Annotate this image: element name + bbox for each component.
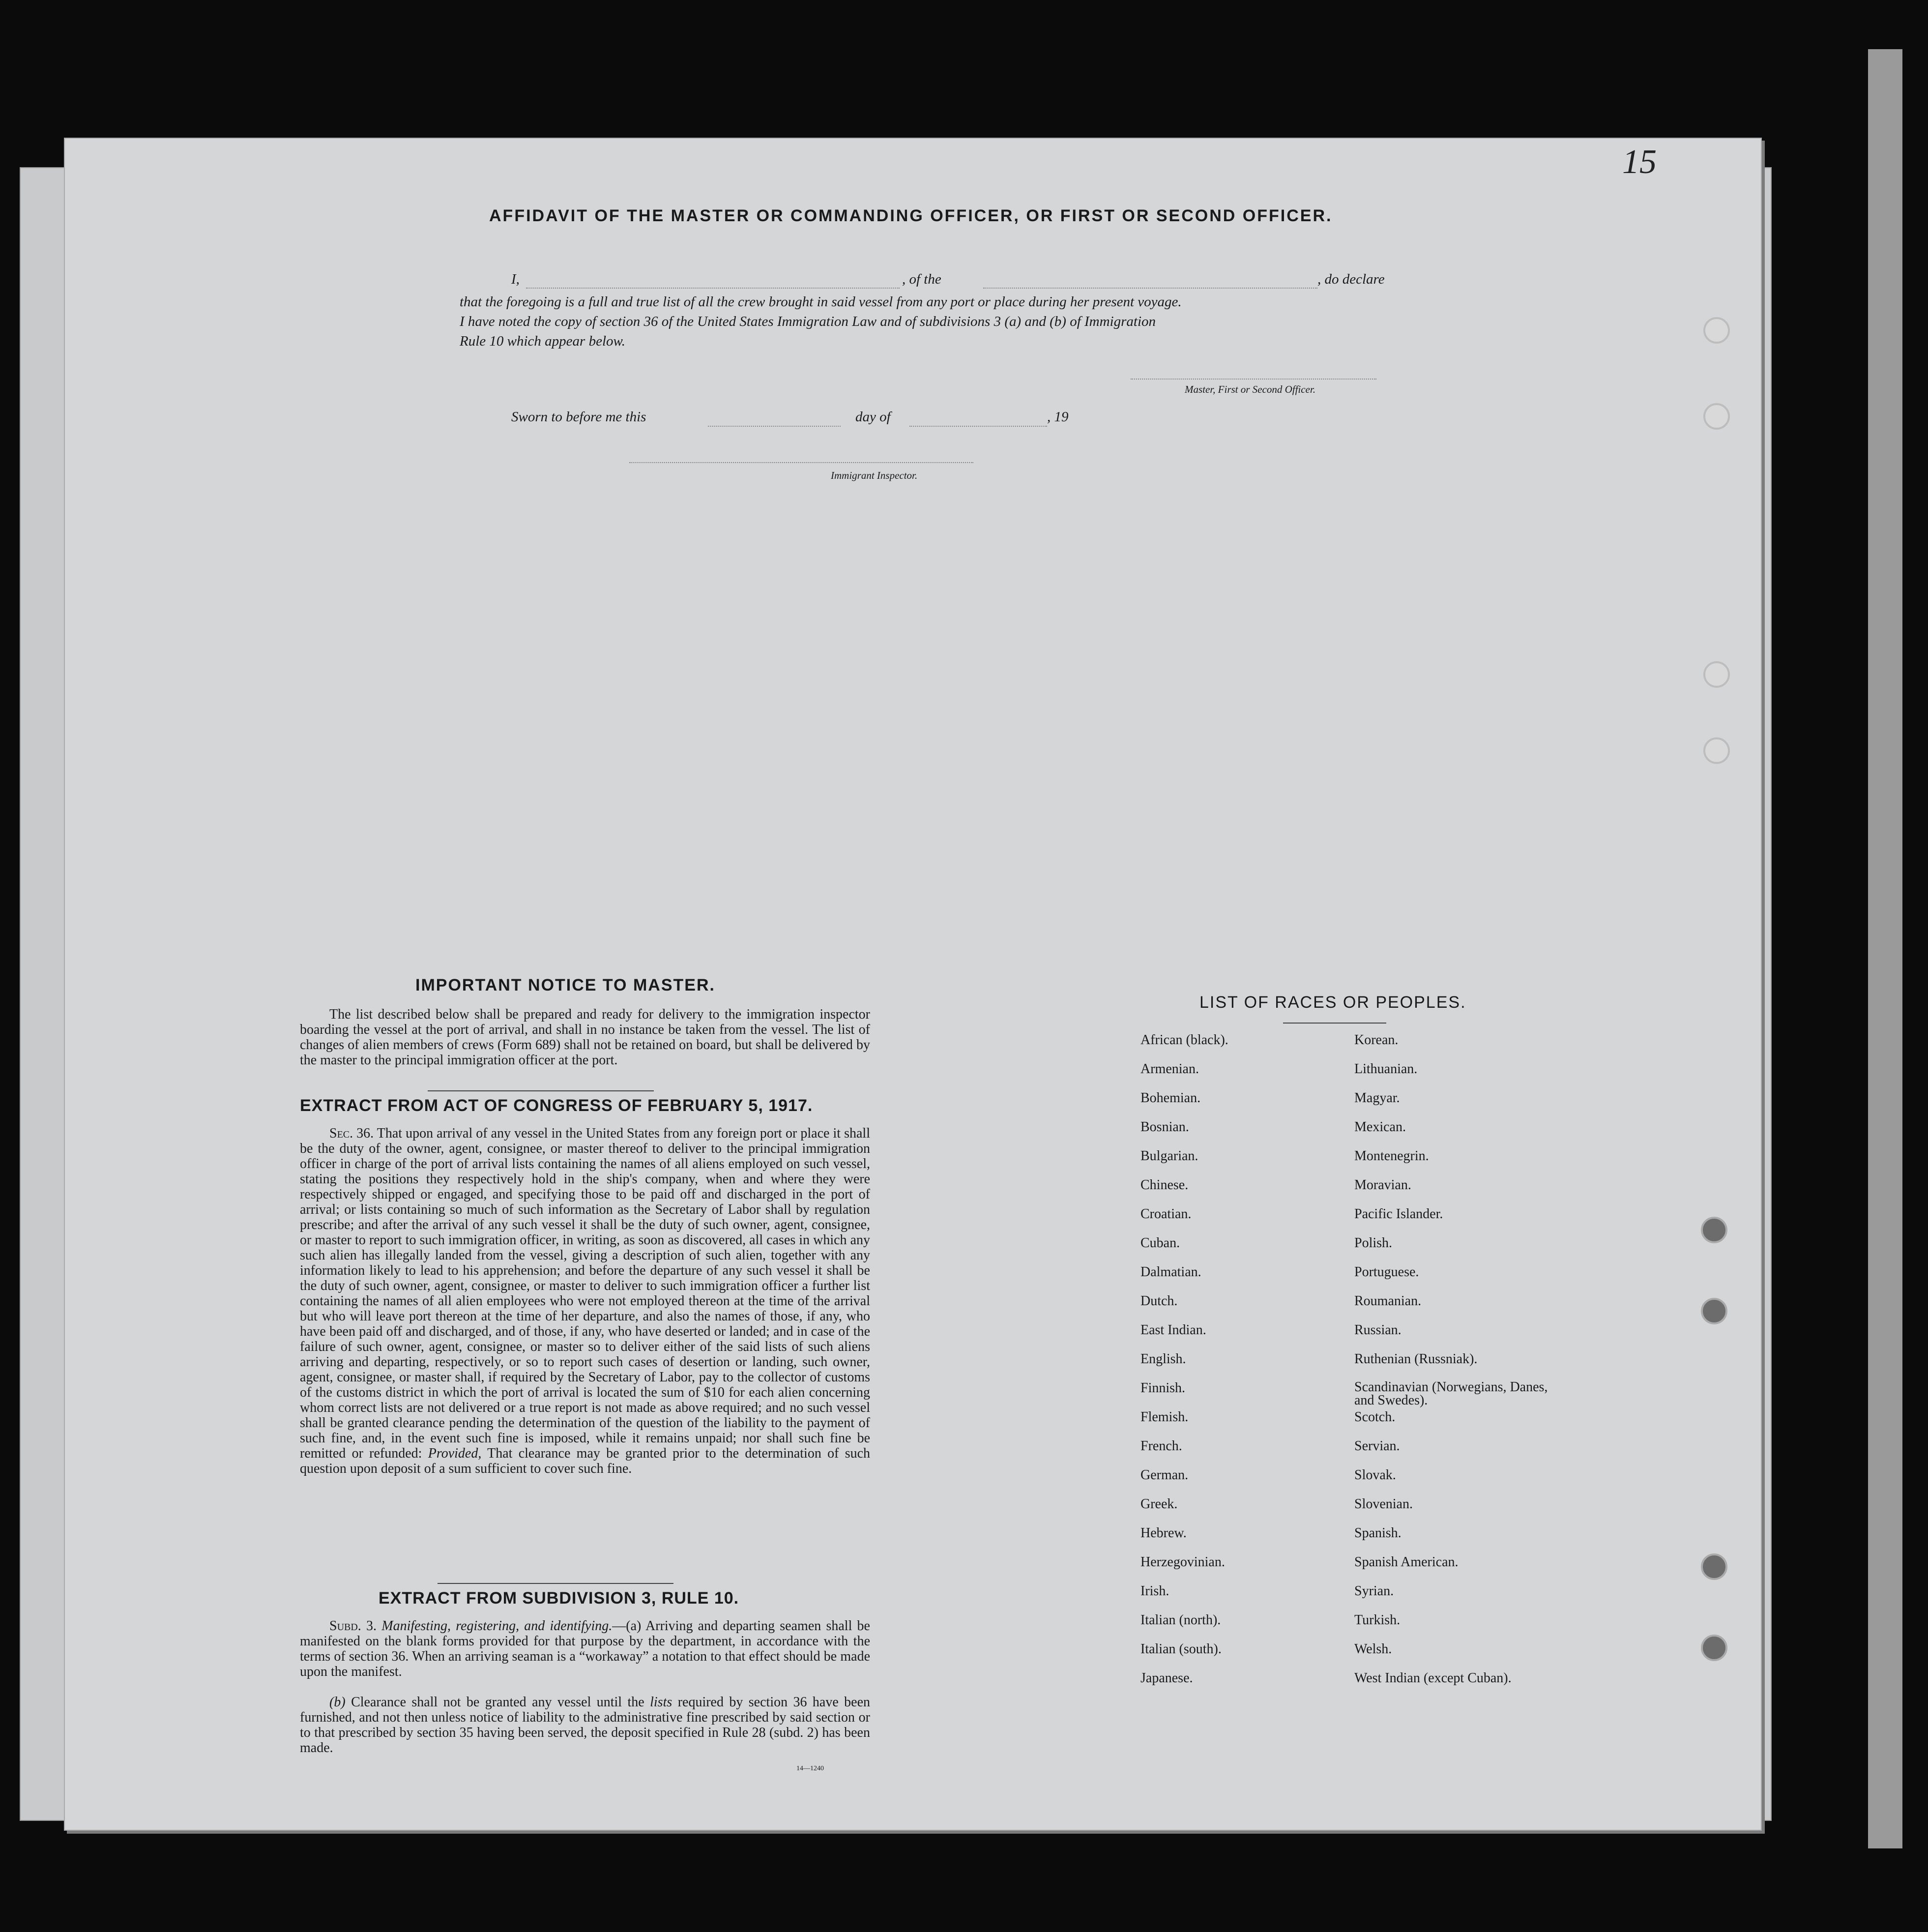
race-item: Finnish. [1140, 1380, 1186, 1396]
race-item: Syrian. [1354, 1583, 1394, 1599]
race-item: East Indian. [1140, 1322, 1206, 1338]
race-item: Bosnian. [1140, 1119, 1189, 1135]
page-number: 15 [1622, 143, 1657, 181]
punch-hole [1701, 1298, 1727, 1324]
notice-title: IMPORTANT NOTICE TO MASTER. [415, 976, 715, 995]
races-title: LIST OF RACES OR PEOPLES. [1199, 993, 1466, 1012]
extract-act-title: EXTRACT FROM ACT OF CONGRESS OF FEBRUARY 5, 1917. [300, 1096, 813, 1115]
day-of-label: day of [855, 409, 891, 425]
sworn-day-field[interactable] [708, 426, 841, 427]
subdivision-a-text [300, 1618, 870, 1679]
affidavit-line-2: that the foregoing is a full and true list of all the crew brought in said vessel from any port or place during her present voyage. [460, 294, 1182, 310]
race-item: African (black). [1140, 1032, 1228, 1048]
race-item: Italian (north). [1140, 1612, 1221, 1628]
race-item: Welsh. [1354, 1641, 1392, 1657]
subdivision-b-lists: lists [650, 1695, 672, 1710]
race-item: Dalmatian. [1140, 1264, 1201, 1280]
race-item: Croatian. [1140, 1206, 1192, 1222]
punch-hole [1701, 1635, 1727, 1661]
race-item: Turkish. [1354, 1612, 1401, 1628]
notice-text-body: The list described below shall be prepared and ready for delivery to the immigration inspector boarding the vessel at the port of arrival, and shall in no instance be taken from the vessel. The list of changes of alien members of crews (Form 689) shall not be retained on board, but shall be delivered by the master to the principal immigration officer at the port. [300, 1007, 870, 1068]
affidavit-of-the-label: , of the [902, 271, 941, 287]
affidavit-line-4: Rule 10 which appear below. [460, 333, 625, 349]
subdivision-b-label: (b) [329, 1695, 346, 1710]
race-item: French. [1140, 1438, 1182, 1454]
races-left-column [1140, 1032, 1347, 1699]
race-item: Pacific Islander. [1354, 1206, 1443, 1222]
punch-hole [1703, 317, 1730, 344]
race-item: Italian (south). [1140, 1641, 1222, 1657]
race-item: Irish. [1140, 1583, 1169, 1599]
race-item: Bohemian. [1140, 1090, 1201, 1106]
subdivision-b-text [300, 1695, 870, 1756]
extract-rule-title: EXTRACT FROM SUBDIVISION 3, RULE 10. [379, 1589, 739, 1608]
inspector-caption: Immigrant Inspector. [831, 469, 918, 481]
race-item: Magyar. [1354, 1090, 1400, 1106]
race-item: Portuguese. [1354, 1264, 1419, 1280]
race-item: Mexican. [1354, 1119, 1406, 1135]
race-item: Montenegrin. [1354, 1148, 1429, 1164]
race-item: Herzegovinian. [1140, 1554, 1225, 1570]
divider [1283, 1023, 1386, 1024]
race-item: German. [1140, 1467, 1189, 1483]
punch-hole [1701, 1217, 1727, 1243]
race-item: Flemish. [1140, 1409, 1189, 1425]
affidavit-title: AFFIDAVIT OF THE MASTER OR COMMANDING OFFICER, OR FIRST OR SECOND OFFICER. [489, 206, 1333, 225]
inspector-signature-line[interactable] [629, 462, 973, 463]
affidavit-i-label: I, [511, 271, 520, 287]
race-item: Scandinavian (Norwegians, Danes, and Swedes). [1354, 1379, 1548, 1408]
section-36-body: That upon arrival of any vessel in the United States from any foreign port or place it shall be the duty of the owner, agent, consignee, or master thereof to deliver to the principal immigration officer in charge of the port of arrival lists containing the names of all aliens employed on such vessel, stating the positions they respectively hold in the ship's company, when and where they were respectively shipped or engaged, and specifying those to be paid off and discharged in the port of arrival; or lists containing so much of such information as the Secretary of Labor shall by regulation prescribe; and after the arrival of any such vessel it shall be the duty of such owner, agent, consignee, or master to report to such immigration officer, in writing, as soon as discovered, all cases in which any such alien has illegally landed from the vessel, giving a description of such alien, together with any information likely to lead to his apprehension; and before the departure of any such vessel it shall be the duty of such owner, agent, consignee, or master to deliver to such immigration officer a further list containing the names of all alien employees who were not employed thereon at the time of the arrival but who will leave port thereon at the time of her departure, and also the names of those, if any, who have been paid off and discharged, and of those, if any, who have deserted or landed; and in case of the failure of such owner, agent, consignee, or master so to deliver either of the said lists of such aliens arriving and departing, respectively, or so to report such cases of desertion or landing, such owner, agent, consignee, or master shall, if required by the Secretary of Labor, pay to the collector of customs of the customs district in which the port of arrival is located the sum of $10 for each alien concerning whom correct lists are not delivered or a true report is not made as above required; and no such vessel shall be granted clearance pending the determination of the question of the liability to the payment of such fine, and, in the event such fine is imposed, while it remains unpaid; nor shall such fine be remitted or refunded: [300, 1126, 870, 1461]
punch-hole [1703, 661, 1730, 688]
master-name-field[interactable] [526, 288, 900, 289]
race-item: Roumanian. [1354, 1293, 1422, 1309]
section-label: Sec. 36. [329, 1126, 374, 1141]
subdivision-heading: Manifesting, registering, and identifying. [381, 1618, 613, 1634]
race-item: Korean. [1354, 1032, 1399, 1048]
affidavit-do-declare-label: , do declare [1317, 271, 1385, 287]
subdivision-label: Subd. 3. [329, 1618, 377, 1634]
race-item: West Indian (except Cuban). [1354, 1670, 1512, 1686]
race-item: Spanish American. [1354, 1554, 1459, 1570]
vessel-name-field[interactable] [983, 288, 1317, 289]
master-signature-line[interactable] [1131, 379, 1376, 380]
race-item: Russian. [1354, 1322, 1402, 1338]
section-36-text [300, 1126, 870, 1476]
proviso-label: Provided, [428, 1446, 482, 1461]
sworn-month-field[interactable] [909, 426, 1047, 427]
race-item: Japanese. [1140, 1670, 1193, 1686]
master-signature-caption: Master, First or Second Officer. [1185, 383, 1315, 395]
race-item: Polish. [1354, 1235, 1393, 1251]
notice-text [300, 1007, 870, 1068]
subdivision-a-body: —(a) Arriving and departing seamen shall be manifested on the blank forms provided for that purpose by the department, in accordance with the terms of section 36. When an arriving seaman is a “workaway” a notation to that effect should be made upon the manifest. [300, 1618, 870, 1679]
page-edge-strip [1868, 49, 1902, 1848]
punch-hole [1703, 403, 1730, 430]
race-item: Scotch. [1354, 1409, 1396, 1425]
race-item: Spanish. [1354, 1525, 1402, 1541]
subdivision-b-part2: required by section 36 have been furnished, and not then unless notice of liability to the administrative fine prescribed by said section or to that prescribed by section 35 having been served, the deposit specified in Rule 28 (subd. 2) has been made. [300, 1695, 871, 1756]
divider [438, 1583, 673, 1584]
subdivision-b-part1: Clearance shall not be granted any vessel until the [351, 1695, 644, 1710]
race-item: Hebrew. [1140, 1525, 1187, 1541]
race-item: Ruthenian (Russniak). [1354, 1351, 1478, 1367]
race-item: Slovak. [1354, 1467, 1396, 1483]
year-label: , 19 [1047, 409, 1069, 425]
race-item: Bulgarian. [1140, 1148, 1198, 1164]
race-item: Slovenian. [1354, 1496, 1413, 1512]
races-right-column [1354, 1032, 1571, 1699]
affidavit-line-3: I have noted the copy of section 36 of the United States Immigration Law and of subdivisions 3 (a) and (b) of Immigration [460, 314, 1156, 329]
race-item: Servian. [1354, 1438, 1400, 1454]
race-item: Greek. [1140, 1496, 1178, 1512]
divider [428, 1090, 654, 1091]
race-item: Armenian. [1140, 1061, 1199, 1077]
punch-hole [1701, 1553, 1727, 1580]
proviso-text: That clearance may be granted prior to the determination of such question upon deposit of a sum sufficient to cover such fine. [300, 1446, 871, 1476]
race-item: Dutch. [1140, 1293, 1178, 1309]
punch-hole [1703, 737, 1730, 764]
race-item: Cuban. [1140, 1235, 1180, 1251]
form-number: 14—1240 [796, 1765, 824, 1772]
race-item: Moravian. [1354, 1177, 1411, 1193]
race-item: Lithuanian. [1354, 1061, 1418, 1077]
race-item: Chinese. [1140, 1177, 1189, 1193]
race-item: English. [1140, 1351, 1186, 1367]
sworn-label: Sworn to before me this [511, 409, 646, 425]
